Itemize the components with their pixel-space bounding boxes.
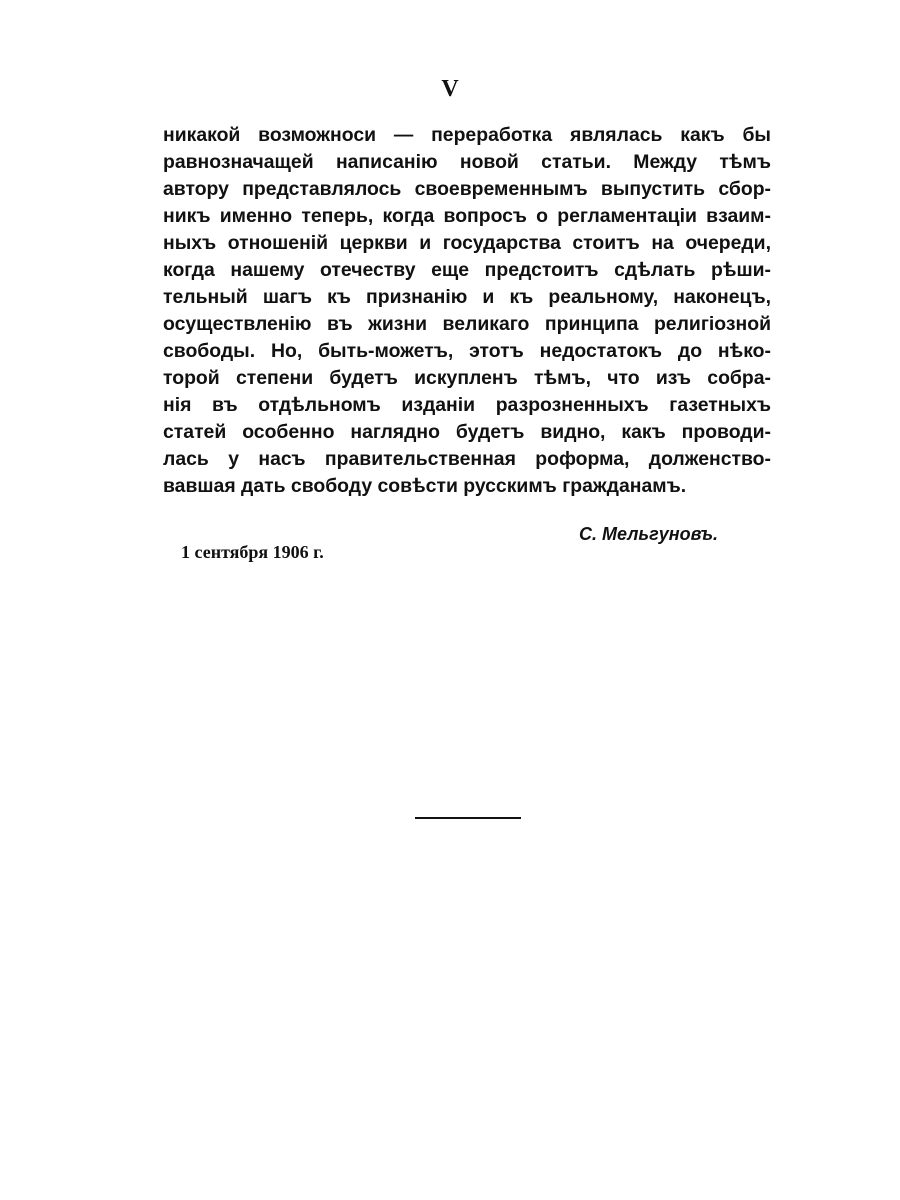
text-line: тельный шагъ къ признанію и къ реальному, наконецъ, (163, 286, 771, 308)
text-line: осуществленію въ жизни великаго принципа религіозной (163, 313, 771, 335)
text-line: когда нашему отечеству еще предстоитъ сдѣлать рѣши- (163, 259, 771, 281)
section-divider (415, 817, 521, 819)
text-line: свободы. Но, быть-можетъ, этотъ недостатокъ до нѣко- (163, 340, 771, 362)
date-line: 1 сентября 1906 г. (181, 542, 324, 562)
text-line: автору представлялось своевременнымъ выпустить сбор- (163, 178, 771, 200)
page-number: V (441, 76, 459, 102)
text-line: статей особенно наглядно будетъ видно, какъ проводи- (163, 421, 771, 443)
text-line: никъ именно теперь, когда вопросъ о регламентаціи взаим- (163, 205, 771, 227)
text-line: нія въ отдѣльномъ изданіи разрозненныхъ газетныхъ (163, 394, 771, 416)
text-line: вавшая дать свободу совѣсти русскимъ гражданамъ. (163, 475, 687, 497)
text-line: никакой возможноси — переработка являлась какъ бы (163, 124, 771, 146)
text-line: равнозначащей написанію новой статьи. Между тѣмъ (163, 151, 771, 173)
text-line: лась у насъ правительственная роформа, долженство- (163, 448, 771, 470)
text-line: торой степени будетъ искупленъ тѣмъ, что изъ собра- (163, 367, 771, 389)
body-paragraph (163, 122, 771, 500)
text-line: ныхъ отношеній церкви и государства стоитъ на очереди, (163, 232, 771, 254)
author-signature: С. Мельгуновъ. (579, 524, 719, 544)
